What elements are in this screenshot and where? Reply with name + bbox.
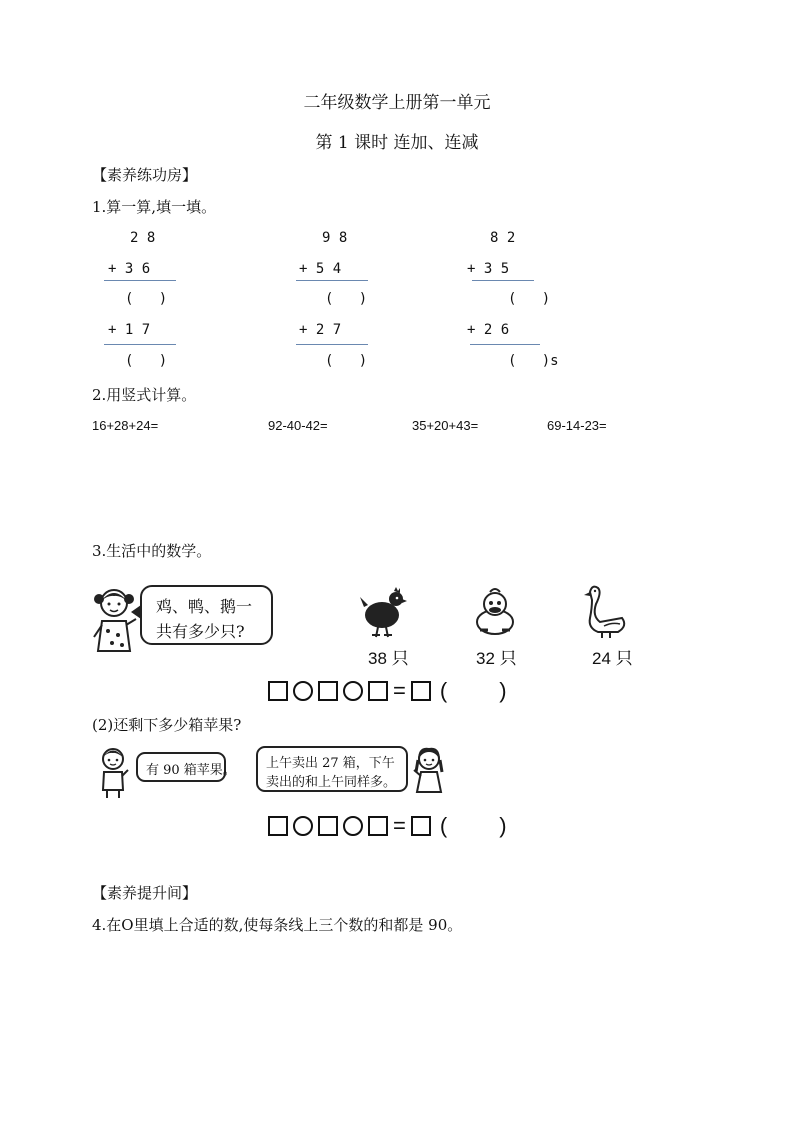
question-1-text: 1.算一算,填一填。 — [92, 198, 217, 216]
number-box[interactable] — [268, 681, 288, 701]
equation-row-1 — [268, 678, 507, 704]
unit-paren-open: ( — [439, 813, 448, 838]
answer-blank[interactable]: ( ) — [325, 291, 368, 307]
speech-bubble-question — [140, 585, 273, 645]
addend-second: + 3 5 — [467, 261, 510, 277]
chicken-icon — [358, 585, 408, 639]
unit-paren-close: ) — [499, 813, 507, 838]
operator-circle[interactable] — [293, 681, 313, 701]
answer-blank[interactable]: ( ) — [125, 291, 168, 307]
section-label-practice: 【素养练功房】 — [92, 166, 198, 184]
operator-circle[interactable] — [343, 681, 363, 701]
lesson-subtitle: 第 1 课时 连加、连减 — [315, 133, 479, 153]
boy-icon — [96, 746, 130, 800]
addend-top: 2 8 — [130, 230, 156, 246]
number-box[interactable] — [368, 681, 388, 701]
bubble-line-2: 共有多少只? — [156, 622, 245, 641]
operator-circle[interactable] — [293, 816, 313, 836]
bubble-line-1: 鸡、鸭、鹅一 — [156, 597, 253, 616]
expression-1: 16+28+24= — [92, 418, 159, 433]
bubble-boy-text: 有 90 箱苹果。 — [146, 763, 236, 778]
number-box[interactable] — [268, 816, 288, 836]
goose-count: 24 只 — [592, 649, 633, 668]
chicken-count: 38 只 — [368, 649, 409, 668]
question-2-text: 2.用竖式计算。 — [92, 386, 197, 404]
expression-2: 92-40-42= — [268, 418, 328, 433]
addend-third: + 1 7 — [108, 322, 151, 338]
unit-paren-close: ) — [499, 678, 507, 703]
result-box[interactable] — [411, 681, 431, 701]
speech-bubble-girl — [256, 746, 408, 792]
bubble-girl-line-1: 上午卖出 27 箱，下午 — [266, 756, 395, 771]
girl-icon — [90, 585, 138, 657]
equation-row-2 — [268, 813, 507, 839]
girl-2-icon — [412, 746, 446, 798]
expression-4: 69-14-23= — [547, 418, 607, 433]
equals-sign: = — [393, 678, 406, 703]
sum-line — [104, 280, 176, 281]
section-label-improve: 【素养提升间】 — [92, 884, 198, 902]
number-box[interactable] — [368, 816, 388, 836]
sum-line — [296, 344, 368, 345]
addend-top: 9 8 — [322, 230, 348, 246]
bubble-tail — [131, 605, 141, 619]
operator-circle[interactable] — [343, 816, 363, 836]
number-box[interactable] — [318, 816, 338, 836]
duck-count: 32 只 — [476, 649, 517, 668]
unit-paren-open: ( — [439, 678, 448, 703]
result-box[interactable] — [411, 816, 431, 836]
answer-blank[interactable]: ( ) — [508, 291, 551, 307]
equals-sign: = — [393, 813, 406, 838]
addend-top: 8 2 — [490, 230, 516, 246]
answer-blank[interactable]: ( ) — [125, 353, 168, 369]
addend-second: + 3 6 — [108, 261, 151, 277]
number-box[interactable] — [318, 681, 338, 701]
sum-line — [470, 344, 540, 345]
addend-second: + 5 4 — [299, 261, 342, 277]
addend-third: + 2 6 — [467, 322, 510, 338]
expression-3: 35+20+43= — [412, 418, 479, 433]
sum-line — [104, 344, 176, 345]
addend-third: + 2 7 — [299, 322, 342, 338]
question-3-text: 3.生活中的数学。 — [92, 542, 212, 560]
bubble-girl-line-2: 卖出的和上午同样多。 — [266, 775, 397, 790]
speech-bubble-boy — [136, 752, 236, 782]
question-4-text: 4.在O里填上合适的数,使每条线上三个数的和都是 90。 — [92, 916, 463, 934]
answer-blank[interactable]: ( )s — [508, 353, 559, 369]
duck-icon — [470, 588, 520, 638]
answer-blank[interactable]: ( ) — [325, 353, 368, 369]
page-title: 二年级数学上册第一单元 — [303, 93, 491, 113]
question-3-sub-2: (2)还剩下多少箱苹果? — [92, 716, 242, 734]
sum-line — [472, 280, 534, 281]
sum-line — [296, 280, 368, 281]
goose-icon — [582, 582, 630, 642]
